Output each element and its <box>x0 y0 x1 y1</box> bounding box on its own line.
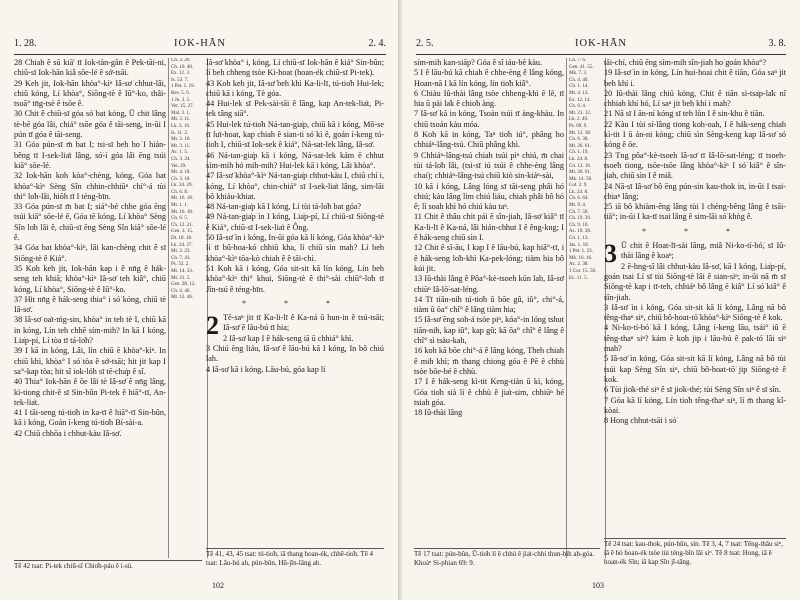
verse: 35 Koh keh jit, Iok-hān kap i ê nn̄g ê hák-seng teh khiā; khòa°-kìⁿ Iâ-sơ͘ teh kiâ°, chiū kóng, Lí khòa°, Siōng-tè ê Iû°-ko. <box>14 263 166 294</box>
cross-reference: Ch. 1. 13. <box>569 236 589 242</box>
verse: 18 Iû-thài lâng <box>414 408 463 418</box>
page-number: 102 <box>212 581 224 590</box>
cross-reference: Ps. 32. 2. <box>171 262 190 268</box>
cross-reference: Ch. 4. 46. <box>569 77 589 83</box>
cross-reference: Lk. 24. 8. <box>569 156 589 162</box>
left-footnote-2: Tē 41, 43, 45 tsat: tú-tio̍h, iā thang hoan-ék, chhē-tio̍h. Tē 4 tsat: Lāu-bú ah, pún-bûn, Hū-jîn-lâng ah. <box>206 548 384 568</box>
verse: 43 Koh keh jit, Iâ-sơ͘ beh khì Ka-li-lī, tú-tio̍h Hui-lek; chiū kā i kóng, Tè góa. <box>206 78 384 98</box>
verse: 23 Tng pôa°-kè-tsoeh Iâ-sơ͘ tī Iâ-lō͘-sat-léng; tī tsoeh-tsoe̍h tiong, tsōe-tsōe lâng khòa°-kìⁿ I só͘ kiâ° ê sîn-jiah, chiū sìn I ê miâ. <box>604 150 786 181</box>
cross-reference: Dt. 18. 18. <box>171 236 193 242</box>
cross-reference: Ac. 2. 38. <box>569 262 589 268</box>
verse: 44 Hui-lek sī Pek-sài-tāi ê lâng, kap An-tek-lia̍t, Pi-tek tâng siā°. <box>206 99 384 119</box>
cross-reference: Ch. 10. 40. <box>171 64 194 70</box>
verse: 49 Ná-tan-gia̍p ìn I kóng, Lia̍p-pí, Lí chiū-sī Siōng-tè ê Kiá°, chiū-sī I-sek-lia̍t ê Ông. <box>206 212 384 232</box>
cross-reference: Ch. 3. 18. <box>171 176 191 182</box>
cross-reference: Is. 53. 7. <box>171 77 189 83</box>
left-header-ref-end: 2. 4. <box>368 38 386 49</box>
cross-reference: Ch. 7. 50. <box>569 209 589 215</box>
cross-reference: Mt. 12. 46. <box>171 295 194 301</box>
verse: 10 kā i kóng, Lâng lóng sī tāi-seng phâi hó chiú; kàu lâng lim chiú liáu, chiah phâi bô hó ê; lí soah khì hó chiú kàu taⁿ. <box>414 181 564 212</box>
cross-reference: Lk. 24. 29. <box>171 183 193 189</box>
verse: 46 Ná-tan-gia̍p kā i kóng, Ná-sat-lek kám ē chhut sím-mih hó mih-mih? Hui-lek kā i kóng, Lâi khòa°. <box>206 150 384 170</box>
cross-reference: Ch. 3. 24. <box>171 156 191 162</box>
cross-reference: Ch. 1. 14. <box>569 84 589 90</box>
cross-reference: Ch. 3. 26. <box>171 58 191 63</box>
verse: 41 I tāi-seng tú-tio̍h in ka-tī ê hiā°-tī Sin-bûn, kā i kóng, Goán í-keng tú-tio̍h Bí-sài-a. <box>14 408 166 428</box>
verse: 7 Góa kā lí kóng, Lín tio̍h têng-thaⁿ siⁿ, lí m̄ thang kî-kòai. <box>604 395 786 415</box>
verse: 30 Chit ê chiū-sī góa só͘ bat kóng, Ū chit lâng tè-bē góa lâi, chiá° tsōe góa ê tāi-seng, in-ūi I pún tī góa ê tāi-seng. <box>14 109 166 140</box>
cross-reference: Ex. 12. 3. <box>171 71 191 77</box>
verse: 6 Tùi jio̍k-thé siⁿ ê sī jio̍k-thé; tùi Sèng Sîn siⁿ ê sī sîn. <box>604 385 781 395</box>
verse: tāi-chí, chiū ēng sím-mih sîn-jiah ho͘ goán khòa°? <box>604 58 766 67</box>
verse: 4 Iâ-sơ͘ kā i kóng, Lāu-bú, góa kap lí <box>206 364 326 374</box>
verse: 47 Iâ-sơ͘ khòa°-kìⁿ Ná-tan-gia̍p chhut-kàu I, chiū chí i, kóng, Lí khòa°, chin-chiá° sī I-sek-lia̍t lâng, sim-lāi bô khiáu-khiat. <box>206 171 384 201</box>
cross-reference: Mt. 21. 12. <box>569 110 592 116</box>
left-text-column-2 <box>206 58 384 558</box>
cross-reference: Gen. 41. 55. <box>569 64 594 70</box>
cross-reference: 1 Pet. 1. 23. <box>569 249 593 255</box>
right-header-book-title: IOK-HĀN <box>575 38 627 49</box>
verse: 21 Nā sī I ān-ní kóng sī teh lūn I ê sin-khu ê tiān. <box>604 109 765 119</box>
cross-reference: Ch. 7. 6. <box>569 58 587 63</box>
verse: 32 Iok-hān koh kòa°-chèng, kóng, Góa bat khòa°-kìⁿ Sèng Sîn chhin-chhiūⁿ chí°-á tùi thi° lo̍h-lâi, hiōh tī I téng-bīn. <box>14 171 166 201</box>
cross-reference: Ex. 12. 14. <box>569 97 591 103</box>
verse: 7 Iâ-sơ͘ kā in kóng, Tsoán tsúi tī àng-khàu. In chiū tsoán kàu móa. <box>414 109 564 129</box>
right-page <box>402 0 800 600</box>
left-header-rule <box>14 54 386 55</box>
verse: sím-mih kan-siāp? Góa ê sî iáu-bē kàu. <box>414 58 543 67</box>
verse: 11 Chit ê thâu chit pái ê sîn-jiah, Iâ-sơ͘ kiâ° tī Ka-li-lī ê Ka-ná, lâi hián-chhut I ê êng-kng; I ê hák-seng chiū sìn I. <box>414 212 564 243</box>
verse: 3 Chiú ēng liáu, Iâ-sơ͘ ê lāu-bú kā I kóng, In bô chiú lah. <box>206 344 384 364</box>
verse: 15 Iâ-sơ͘ ēng soh-á tsòe piⁿ, kóa°-in lóng tshut tiān-nih, kap iû°, kap gû; kā ōa° chî° ê lâng ê chî° sì tsàu-kah, <box>414 315 564 346</box>
cross-reference: Ver. 29. <box>171 163 187 169</box>
cross-reference: Mt. 16. 18. <box>171 209 194 215</box>
right-footnote-1: Tē 17 tsat: pún-bûn, Ū-tio̍h lí ê chhù ê jia̍t-chhi thun-bih ah-góa. Khoàⁿ Si-phian 69: 9. <box>414 548 600 568</box>
verse: 2 Iâ-sơ͘ kap I ê hák-seng iā ū chhiá° khì. <box>223 333 354 343</box>
cross-reference: Mt. 4. 13. <box>569 90 589 96</box>
cross-reference: Mt. 3. 11. <box>171 143 191 149</box>
cross-reference: Ac. 1. 5. <box>171 150 189 156</box>
cross-reference: Ec. 11. 5. <box>569 275 588 281</box>
right-header <box>416 38 786 52</box>
right-header-rule <box>416 54 786 55</box>
verse: 4 Ni-ko-tí-bó͘ kā I kóng, Lâng í-keng lāu, tsái° iû ē têng-thaⁿ siⁿ? kám ē koh jip i lāu-bú ê pak-tó͘ lâi siⁿ mah? <box>604 323 786 354</box>
verse: 3 Iâ-sơ͘ ìn i kóng, Góa sit-sit kā lí kóng, Lâng nā bô têng-thaⁿ siⁿ, chiū bô-hoat-tō͘ khòa°-kìⁿ Siōng-tè ê kok. <box>604 302 786 323</box>
section-divider-stars: * * * <box>242 298 348 308</box>
verse: 13 Iû-thài lâng ê Pôa°-kè-tsoeh kūn lah, Iâ-sơ͘ chiūⁿ Iâ-lō͘-sat-léng. <box>414 274 564 294</box>
cross-reference: Rev. 5. 6. <box>171 90 190 96</box>
right-header-ref-end: 3. 8. <box>768 38 786 49</box>
cross-reference: Mt. 26. 61. <box>569 143 592 149</box>
cross-reference: Ch. 6. 4. <box>569 104 587 110</box>
chapter-number: 2 <box>206 311 219 341</box>
left-footnote-1: Tē 42 tsat: Pi-tek chiū-sī Chio̍h-páu ê ì-sù. <box>14 560 202 571</box>
cross-reference: 1 Jn. 3. 5. <box>171 97 191 103</box>
cross-reference: Ps. 69. 9. <box>569 123 588 129</box>
page-number: 103 <box>592 581 604 590</box>
cross-reference: Lk. 24. 27. <box>171 242 193 248</box>
cross-reference: Ch. 9. 16. <box>569 222 589 228</box>
chapter-start <box>604 239 786 269</box>
verse: 8 Hong chhut-tsāi i só͘ <box>604 416 677 426</box>
verse: 39 I kā in kóng, Lâi, lín chiū ē khòa°-kìⁿ. In chiū khì, khòa° I só͘ tòa ê sớ-tsāi; hit jit kap I sa°-kap tòa; hit sî iok-lóh sī tē-cha̍p ê sî. <box>14 346 166 376</box>
cross-reference: Mal. 3. 1. <box>171 110 191 116</box>
verse: Iâ-sơ͘ khòa° i, kóng, Lí chiū-sī Iok-hān ê kiá° Sin-bûn; lí beh chheng tsòe Ki-hoat (hoan-ék chiū-sī Pi-tek). <box>206 58 384 78</box>
verse: 16 koh kā bōe chi°-á ê lâng kóng, Theh chiah ê mih khì; m̄ thang chiong góa ê Pē ê chhù tsòe bōe-bé ê chhù. <box>414 346 564 376</box>
verse: 2 ē-hng-sî lâi chhut-kàu Iâ-sơ͘, kā I kóng, Lia̍p-pí, goán tsai Lí sī tùi Siōng-tè lâi ê sian-siⁿ; in-ūi nā m̄ sī Siōng-tè kap i tī-teh, chhiáⁿ bô lâng ē kiâ° Lí só͘ kiâ° ê sîn-jiah. <box>604 261 786 302</box>
verse: 45 Hui-lek tú-tio̍h Ná-tan-gia̍p, chiū kā i kóng, Mô͘-se tī lu̍t-hoat, kap chiah ê sian-ti só͘ kì ê, goán í-keng tú-tio̍h I, chiū-sī Iok-sek ê kiá°, Ná-sat-lek lâng, Iâ-sơ͘. <box>206 119 384 150</box>
cross-reference: Mt. 21. 5. <box>171 275 191 281</box>
cross-reference: Mt. 3. 16. <box>171 137 191 143</box>
verse: 40 Thia° Iok-hān ê ōe lâi tè Iâ-sơ͘ ê nn̄g lâng, kì-tiong chit-ê sī Sin-bûn Pi-tek ê hiā°-tī, An-tek-lia̍t. <box>14 377 166 407</box>
cross-reference: Mk. 7. 3. <box>569 71 588 77</box>
right-footnote-2: Tē 24 tsat: kau-thok, pún-bûn, sìn. Tē 3, 4, 7 tsat: Têng-thâu siⁿ, iā ē hó hoan-ék tsòe tùi téng-bīn lâi siⁿ. Tē 8 tsat: Hong, iā ē hoan-ék Sîn; iā kap Sîn jī-tāng. <box>604 538 786 567</box>
verse: 42 Chiū chhōa i chhut-kàu Iâ-sơ͘. <box>14 428 122 438</box>
cross-reference: Mt. 1. 1. <box>171 203 189 209</box>
cross-reference: Mt. 3. 11. <box>171 117 191 123</box>
cross-reference: Mt. 16. 18. <box>171 196 194 202</box>
verse: 20 Iû-thài lâng chiū kóng, Chit ê tiān sì-tsa̍p-la̍k nî chhiah khí hó, Lí saⁿ jit beh khí i mah? <box>604 88 786 109</box>
left-reference-column <box>168 58 208 558</box>
left-header-book-title: IOK-HĀN <box>174 38 226 49</box>
cross-reference: Ch. 12. 21. <box>171 222 194 228</box>
cross-reference: Lk. 3. 16. <box>171 123 191 129</box>
cross-reference: Ch. 12. 16. <box>569 163 592 169</box>
cross-reference: Is. 11. 2. <box>171 130 189 136</box>
cross-reference: Ch. 6. 5. <box>171 216 189 222</box>
cross-reference: Mt. 4. 18. <box>171 170 191 176</box>
verse: 29 Keh jit, Iok-hān khòa°-kìⁿ Iâ-sơ͘ chhut-lâi, chiū kóng, Lí khòa°, Siōng-tè ê Iû°-ko, thâi-tsoā° tn̄g-tsè ê tsōe ê. <box>14 78 166 109</box>
right-reference-column <box>566 58 606 558</box>
cross-reference: Mt. 12. 38. <box>569 130 592 136</box>
cross-reference: Ch. 6. 30. <box>569 137 589 143</box>
chapter-number: 3 <box>604 239 617 269</box>
verse: 9 Chhiáⁿ-lâng-tsú chiah tsúi pìⁿ chiú, m̄ chai tùi tá-lo̍h lâi, (tsi-sī iú tsúi ê chhe-èng lâng chai); chhiáⁿ-lâng-tsú chiū kiò sin-kiáⁿ-sài, <box>414 150 564 181</box>
cross-reference: Ch. 7. 41. <box>171 255 191 261</box>
verse: 33 Góa pún-sī m̄ bat I; siá°-bé chhe góa ēng tsúi kiā° sōe-lé ê, Góa tē kóng, Lí khòa° Sèng Sîn lo̍h lâi ê, chiū-sī ēng Sèng Sîn kiā° sōe-lé ê. <box>14 202 166 243</box>
cross-reference: Mt. 14. 33. <box>171 269 194 274</box>
verse: 5 I ê lāu-bú kā chiah ê chhe-èng ê lâng kóng, Hoan-nā I kā lín kóng, lín tio̍h kiâ°. <box>414 68 564 88</box>
cross-reference: Ch. 1. 19. <box>569 150 589 156</box>
left-header-ref-start: 1. 28. <box>14 38 37 49</box>
right-text-column-2 <box>604 58 786 558</box>
cross-reference: Mt. 26. 61. <box>569 170 592 176</box>
cross-reference: Gen. 28. 12. <box>171 282 196 288</box>
cross-reference: Mk. 14. 58. <box>569 176 593 182</box>
verse: 8 Koh kā in kóng, Taⁿ tio̍h iú°, phâng ho͘ chhiáⁿ-lâng-tsú. Chiū phâng khì. <box>414 130 564 150</box>
cross-reference: Col. 2. 9. <box>569 183 588 189</box>
verse: Ū chit ê Hoat-lī-sài lâng, miâ Ni-ko-tí-bó͘, sī Iû-thài lâng ê koaⁿ; <box>621 241 786 261</box>
verse: 28 Chiah ê sū kiā' tī Iok-tàn-gān ê Pek-tāi-ni, chiū-sī Iok-hān kiâ sōe-lé ê sớ-tsāi. <box>14 58 166 78</box>
cross-reference: Ch. 6. 64. <box>569 196 589 202</box>
cross-reference: Lk. 24. 8. <box>569 189 589 195</box>
cross-reference: Ch. 19. 39. <box>569 216 592 222</box>
left-text-column-1 <box>14 58 166 558</box>
verse: 31 Góa pún-sī m̄ bat I; tsi-sī beh ho͘ I hián-bêng tī I-sek-lia̍t lâng, só͘-í góa lâi ēng tsúi kiā° sōe-lé. <box>14 140 166 170</box>
verse: 5 Iâ-sơ͘ ìn kóng, Góa sit-sit kā lí kóng, Lâng nā bô tùi tsúi kap Sèng Sîn siⁿ, chiū bô-hoat-tō͘ jip Siōng-tè ê kok. <box>604 354 786 384</box>
verse: 50 Iâ-sơ͘ ìn i kóng, In-ūi góa kā lí kóng, Góa khòa°-kìⁿ lí tī bû-hoa-kó chhiū kha, lí chiū sìn mah? Lí beh khòa°-kìⁿ tōa-kò chiah ê ê tāi-chì. <box>206 233 384 263</box>
cross-reference: Ch. 6. 8. <box>171 189 189 195</box>
cross-reference: Mt. 9. 4. <box>569 203 587 209</box>
verse: 51 Koh kā i kóng, Góa sit-sit kā lín kóng, Lín beh khòa°-kìⁿ thi° khui, Siōng-tè ê thi°-sài chiū°-lo̍h tī Jîn-tsú ê téng-bīn. <box>206 263 384 294</box>
cross-reference: Jas. 1. 18. <box>569 242 589 248</box>
cross-reference: Mk. 16. 16. <box>569 255 593 261</box>
verse: 14 Tī tiān-nih tú-tio̍h ū bōe gû, iû°, chi°-á, tiàm ū ōa° chî° ê lâng tiàm hia; <box>414 294 564 315</box>
verse: 25 iā bô khiàm-ēng lâng tùi I chèng-bêng lâng ê tsāi-tiā°; in-ūi I ka-tī tsai lâng ê sim-lāi só͘ khǹg ê. <box>604 202 786 222</box>
cross-reference: Ver. 15, 27. <box>171 104 194 110</box>
verse: 24 Nā-sī Iâ-sơ͘ bô ēng pún-sin kau-thok in, in-ūi I tsai-chiaⁿ lâng; <box>604 181 786 201</box>
verse: 48 Ná-tan-gia̍p kā I kóng, Lí tùi tá-lo̍h bat góa? <box>206 202 362 212</box>
verse: 6 Chiàu Iû-thài lâng tsòe chheng-khì ê lē, tī hia ū pài la̍k ê chio̍h àng. <box>414 88 564 109</box>
right-header-ref-start: 2. 5. <box>416 38 434 49</box>
cross-reference: Gen. 3. 15. <box>171 229 194 235</box>
cross-reference: Ac. 10. 38. <box>569 229 592 235</box>
left-header <box>14 38 386 52</box>
verse: 17 I ê hák-seng kì-tit Keng-tián ū kì, kóng, Góa tio̍h sià lí ê chhù ê jia̍t-sim, chhiūⁿ hé tsiah góa. <box>414 377 564 407</box>
section-divider-stars: * * * <box>642 226 748 236</box>
verse: 12 Chit ê sî-āu, I kap I ê lāu-bú, kap hiā°-tī, i ê hák-seng lo̍h-khì Ka-pek-lóng; tiàm hia bô kúi jit. <box>414 243 564 273</box>
verse: 19 Iâ-sơ͘ ìn in kóng, Lín hui-hoai chit ê tiān, Góa saⁿ jit beh khí i. <box>604 68 786 88</box>
right-text-column-1 <box>414 58 564 558</box>
cross-reference: Lk. 2. 49. <box>569 117 589 123</box>
verse: 38 Iâ-sơ͘ oa̍t-tńg-sin, khòa° in teh tè I, chiū kā in kóng, Lín teh chhē sím-mih? In kā I kóng, Lia̍p-pí, Lí tòa tī tá-lo̍h? <box>14 315 166 346</box>
cross-reference: Mt. 2. 23. <box>171 249 191 255</box>
verse: 37 Hit nn̄g ê hák-seng thia° i só͘ kóng, chiū tè Iâ-sơ͘. <box>14 294 166 315</box>
verse: Tē-saⁿ jit tī Ka-li-lī ê Ka-ná ū hun-in ê tsú-tsāi; Iâ-sơ͘ ê lāu-bú tī hia; <box>223 313 384 333</box>
verse: 34 Góa bat khòa°-kìⁿ, lâi kan-chèng chit ê sī Siōng-tè ê Kiá°. <box>14 243 166 263</box>
cross-reference: 1 Pet. 1. 19. <box>171 84 195 90</box>
cross-reference: 1 Cor. 15. 50. <box>569 269 597 274</box>
verse: 22 Kàu I tùi sí-lâng tiong koh-oah, I ê hák-seng chiah kì-tit I ū án-ni kóng; chiū sìn Sèng-keng kap Iâ-sơ͘ só͘ kóng ê ōe. <box>604 119 786 150</box>
cross-reference: Ch. 4. 46. <box>171 288 191 294</box>
